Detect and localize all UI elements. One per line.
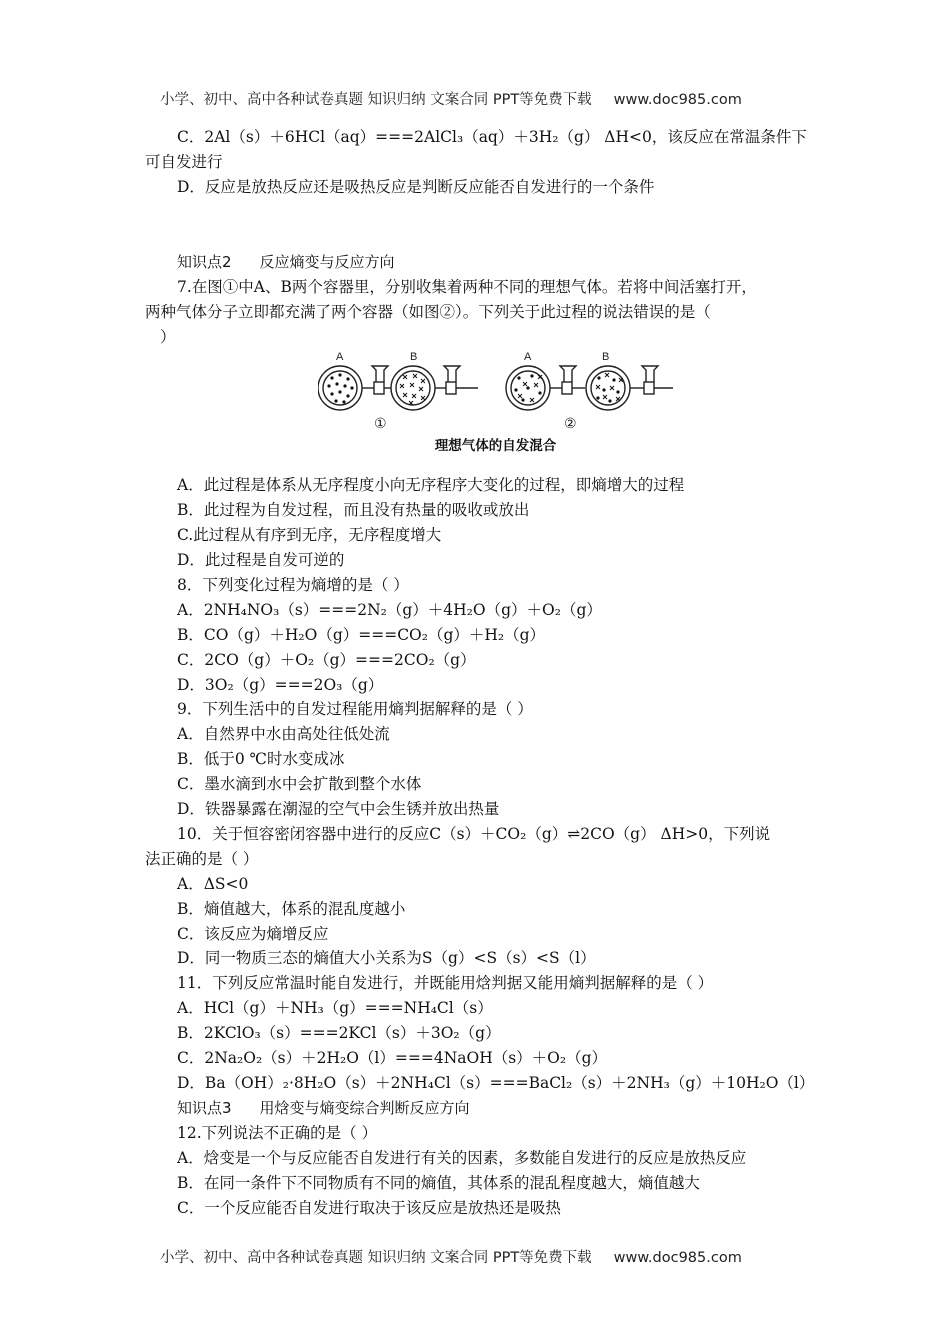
- q9-option-d: D．铁器暴露在潮湿的空气中会生锈并放出热量: [177, 800, 500, 818]
- q6-option-c-line2: 可自发进行: [145, 153, 223, 171]
- header-url[interactable]: www.doc985.com: [613, 92, 742, 108]
- q6-option-c-line1: C．2Al（s）＋6HCl（aq）===2AlCl₃（aq）＋3H₂（g） ΔH<0，该反应在常温条件下: [177, 128, 807, 146]
- section-3-title: 用焓变与熵变综合判断反应方向: [259, 1099, 470, 1117]
- section-3-heading: [177, 1098, 470, 1118]
- q7-option-a: A．此过程是体系从无序程度小向无序程序大变化的过程，即熵增大的过程: [177, 476, 685, 494]
- figure-label-b1: B: [410, 351, 418, 363]
- gas-mixing-figure: [318, 348, 673, 460]
- q10-option-b: B．熵值越大，体系的混乱度越小: [177, 900, 406, 918]
- footer-text: 小学、初中、高中各种试卷真题 知识归纳 文案合同 PPT等免费下载: [160, 1250, 592, 1266]
- gas-mixing-diagram: [318, 348, 673, 434]
- q7-option-d: D．此过程是自发可逆的: [177, 551, 345, 569]
- footer-url[interactable]: www.doc985.com: [613, 1250, 742, 1266]
- q12-option-b: B．在同一条件下不同物质有不同的熵值，其体系的混乱程度越大，熵值越大: [177, 1174, 700, 1192]
- figure-caption: 理想气体的自发混合: [434, 438, 557, 454]
- q8-stem: 8．下列变化过程为熵增的是（ ）: [177, 576, 409, 594]
- q11-option-c: C．2Na₂O₂（s）＋2H₂O（l）===4NaOH（s）＋O₂（g）: [177, 1049, 608, 1067]
- q9-option-c: C．墨水滴到水中会扩散到整个水体: [177, 775, 422, 793]
- q7-stem-line1: 7.在图①中A、B两个容器里，分别收集着两种不同的理想气体。若将中间活塞打开，: [177, 278, 757, 296]
- q10-option-c: C．该反应为熵增反应: [177, 925, 329, 943]
- q11-option-b: B．2KClO₃（s）===2KCl（s）＋3O₂（g）: [177, 1024, 501, 1042]
- section-2-heading: [177, 252, 395, 272]
- figure-label-b2: B: [602, 351, 610, 363]
- q12-option-a: A．焓变是一个与反应能否自发进行有关的因素，多数能自发进行的反应是放热反应: [177, 1149, 747, 1167]
- section-3-label: 知识点3: [177, 1099, 232, 1117]
- page-header: [160, 88, 742, 109]
- q10-stem-line2: 法正确的是（ ）: [145, 850, 259, 868]
- q12-stem: 12.下列说法不正确的是（ ）: [177, 1124, 378, 1142]
- q9-option-b: B．低于0 ℃时水变成冰: [177, 750, 345, 768]
- q10-option-a: A．ΔS<0: [177, 875, 249, 893]
- q7-option-b: B．此过程为自发过程，而且没有热量的吸收或放出: [177, 501, 530, 519]
- section-2-label: 知识点2: [177, 253, 232, 271]
- figure-num-2: ②: [564, 415, 577, 431]
- page-footer: [160, 1246, 742, 1267]
- q7-option-c: C.此过程从有序到无序，无序程度增大: [177, 526, 442, 544]
- q7-stem-line3: ）: [160, 328, 176, 346]
- q8-option-c: C．2CO（g）＋O₂（g）===2CO₂（g）: [177, 651, 476, 669]
- q8-option-a: A．2NH₄NO₃（s）===2N₂（g）＋4H₂O（g）＋O₂（g）: [177, 601, 602, 619]
- q8-option-b: B．CO（g）＋H₂O（g）===CO₂（g）＋H₂（g）: [177, 626, 546, 644]
- q11-option-a: A．HCl（g）＋NH₃（g）===NH₄Cl（s）: [177, 999, 493, 1017]
- figure-num-1: ①: [374, 415, 387, 431]
- figure-label-a2: A: [524, 351, 532, 363]
- q11-option-d: D．Ba（OH）₂·8H₂O（s）＋2NH₄Cl（s）===BaCl₂（s）＋2NH₃（g）＋10H₂O（l）: [177, 1074, 815, 1092]
- diagram-1: [318, 366, 478, 410]
- q12-option-c: C．一个反应能否自发进行取决于该反应是放热还是吸热: [177, 1199, 561, 1217]
- figure-label-a1: A: [336, 351, 344, 363]
- section-2-title: 反应熵变与反应方向: [259, 253, 395, 271]
- q11-stem: 11．下列反应常温时能自发进行，并既能用焓判据又能用熵判据解释的是（ ）: [177, 974, 714, 992]
- q7-stem-line2: 两种气体分子立即都充满了两个容器（如图②）。下列关于此过程的说法错误的是（: [145, 303, 711, 321]
- q6-option-d: D．反应是放热反应还是吸热反应是判断反应能否自发进行的一个条件: [177, 178, 655, 196]
- header-text: 小学、初中、高中各种试卷真题 知识归纳 文案合同 PPT等免费下载: [160, 92, 592, 108]
- q9-option-a: A．自然界中水由高处往低处流: [177, 725, 390, 743]
- q10-stem-line1: 10．关于恒容密闭容器中进行的反应C（s）＋CO₂（g）⇌2CO（g） ΔH>0，下列说: [177, 825, 771, 843]
- diagram-2: [506, 366, 673, 410]
- q10-option-d: D．同一物质三态的熵值大小关系为S（g）<S（s）<S（l）: [177, 949, 596, 967]
- q9-stem: 9．下列生活中的自发过程能用熵判据解释的是（ ）: [177, 700, 533, 718]
- q8-option-d: D．3O₂（g）===2O₃（g）: [177, 676, 384, 694]
